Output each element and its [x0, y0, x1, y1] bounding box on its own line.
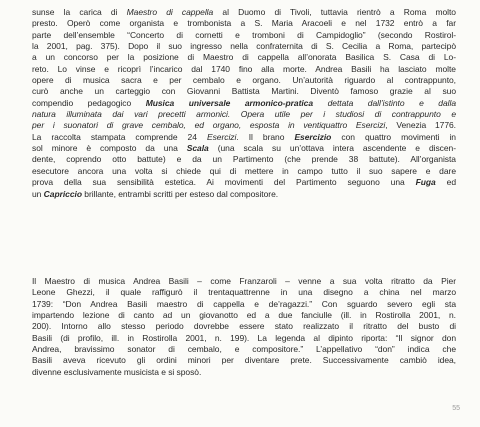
- text-line: [32, 299, 456, 310]
- text-line: [32, 344, 456, 355]
- text-run: La raccolta stampata comprende 24: [32, 131, 207, 142]
- text-line: [32, 310, 456, 321]
- text-run: 200). Intorno allo stesso periodo dovrebbe essere stato realizzato il ritratto del busto di: [32, 321, 456, 332]
- text-run: reto. Lo vinse e ricoprì l’incarico dal 1740 fino alla morte. Andrea Basili ha lasciato molte: [32, 63, 456, 74]
- page-number: 55: [452, 405, 460, 412]
- text-line: [32, 120, 456, 131]
- text-run: parte dell’ensemble “Concerto di cornetti e tromboni di Campidoglio” (secondo Rostirol-: [32, 29, 456, 40]
- text-line: [32, 18, 456, 29]
- text-run: . Il brano: [236, 131, 295, 142]
- text-run: Leone Ghezzi, il quale raffigurò il trentaquattrenne in una disegno a china nel marzo: [32, 287, 456, 298]
- text-line: [32, 287, 456, 298]
- text-line: [32, 166, 456, 177]
- text-run: curò anche un carteggio con Giovanni Battista Martini. Diventò famoso grazie al suo: [32, 86, 456, 97]
- paragraph-portrait: [32, 276, 456, 378]
- text-run: al Duomo di Tivoli, tuttavia rientrò a Roma molto: [213, 7, 456, 17]
- text-line: [32, 41, 456, 52]
- text-line: [32, 109, 456, 120]
- text-line: [32, 367, 456, 378]
- text-line: [32, 98, 456, 109]
- emphasized-title: Musica universale armonico-pratica: [145, 97, 314, 108]
- text-run: presto. Operò come organista e trombonista a S. Maria Aracoeli e nel 1732 entrò a far: [32, 18, 456, 29]
- text-run: dente, coprendo otto battute) e da un Partimento (che prende 38 battute). All’organista: [32, 154, 456, 165]
- text-run: a un concorso per la posizione di Maestro di cappella all’onorata Basilica S. Casa di Lo-: [32, 52, 456, 63]
- text-run: Basili aveva ricevuto gli ordini minori per diventare prete. Successivamente cambiò idea,: [32, 355, 456, 366]
- italic-text: Maestro di cappella: [126, 7, 214, 17]
- text-run: Basili (di profilo, ill. in Rostirolla 2001, n. 199). La legenda al dipinto riporta: “Il signor don: [32, 332, 456, 343]
- text-line: [32, 132, 456, 143]
- text-run: un: [32, 188, 44, 199]
- text-line: [32, 355, 456, 366]
- text-line: [32, 75, 456, 86]
- italic-text: per i suonatori di grave cembalo, ed organo, esposta in ventiquattro Esercizi: [32, 120, 386, 131]
- text-line: [32, 177, 456, 188]
- text-run: prova della sua sensibilità estetica. Ai movimenti del Partimento seguono una: [32, 177, 416, 188]
- text-run: , Venezia 1776.: [385, 120, 456, 131]
- text-run: compendio pedagogico: [32, 97, 146, 108]
- italic-text: Esercizi: [206, 131, 237, 142]
- text-run: opere di musica sacra e per cembalo e organo. Un’autorità riguardo al contrappunto,: [32, 75, 456, 86]
- text-run: la 2001, pag. 375). Dopo il suo ingresso nella confraternita di S. Cecilia a Roma, partecipò: [32, 41, 456, 52]
- text-run: esecutore ancora una volta si chiede qui di mettere in campo tutto il suo sapere e dare: [32, 165, 456, 176]
- text-line: [32, 30, 456, 41]
- text-line: [32, 64, 456, 75]
- text-run: Andrea, bravissimo sonator di cembalo, e compositore.” L’appellativo “don” indica che: [32, 344, 456, 355]
- text-line: [32, 333, 456, 344]
- text-run: con quattro movimenti in: [331, 131, 456, 142]
- emphasized-title: Scala: [186, 143, 209, 154]
- text-run: Il Maestro di musica Andrea Basili – come Franzaroli – venne a sua volta ritratto da Pier: [32, 276, 456, 286]
- text-line: [32, 276, 456, 287]
- text-line: [32, 154, 456, 165]
- text-line: [32, 143, 456, 154]
- text-run: divenne esclusivamente musicista e si sposò.: [32, 366, 202, 377]
- text-run: brillante, entrambi scritti per esteso dal compositore.: [81, 188, 279, 199]
- paragraph-biography: [32, 7, 456, 200]
- emphasized-title: Fuga: [415, 177, 436, 188]
- text-line: [32, 321, 456, 332]
- text-run: sol minore è composto da una: [32, 143, 187, 154]
- text-line: [32, 52, 456, 63]
- text-run: sunse la carica di: [32, 7, 127, 17]
- text-line: [32, 86, 456, 97]
- italic-text: natura illuminata dai vari precetti armonici. Opera utile per i studiosi di contrappunto e: [32, 109, 456, 120]
- text-run: 1739: “Don Andrea Basili maestro di cappella e de’ragazzi.” Con sguardo severo egli sta: [32, 298, 456, 309]
- text-run: impartendo lezione di canto ad un giovanotto ed a due fanciulle (ill. in Rostirolla 2001, n.: [32, 310, 456, 321]
- emphasized-title: Esercizio: [294, 131, 332, 142]
- italic-text: dettata dall’istinto e dalla: [313, 97, 457, 108]
- text-line: [32, 7, 456, 18]
- text-run: (una scala su un’ottava intera ascendente e discen-: [208, 143, 456, 154]
- text-run: ed: [435, 177, 456, 188]
- emphasized-title: Capriccio: [43, 188, 82, 199]
- text-line: [32, 189, 456, 200]
